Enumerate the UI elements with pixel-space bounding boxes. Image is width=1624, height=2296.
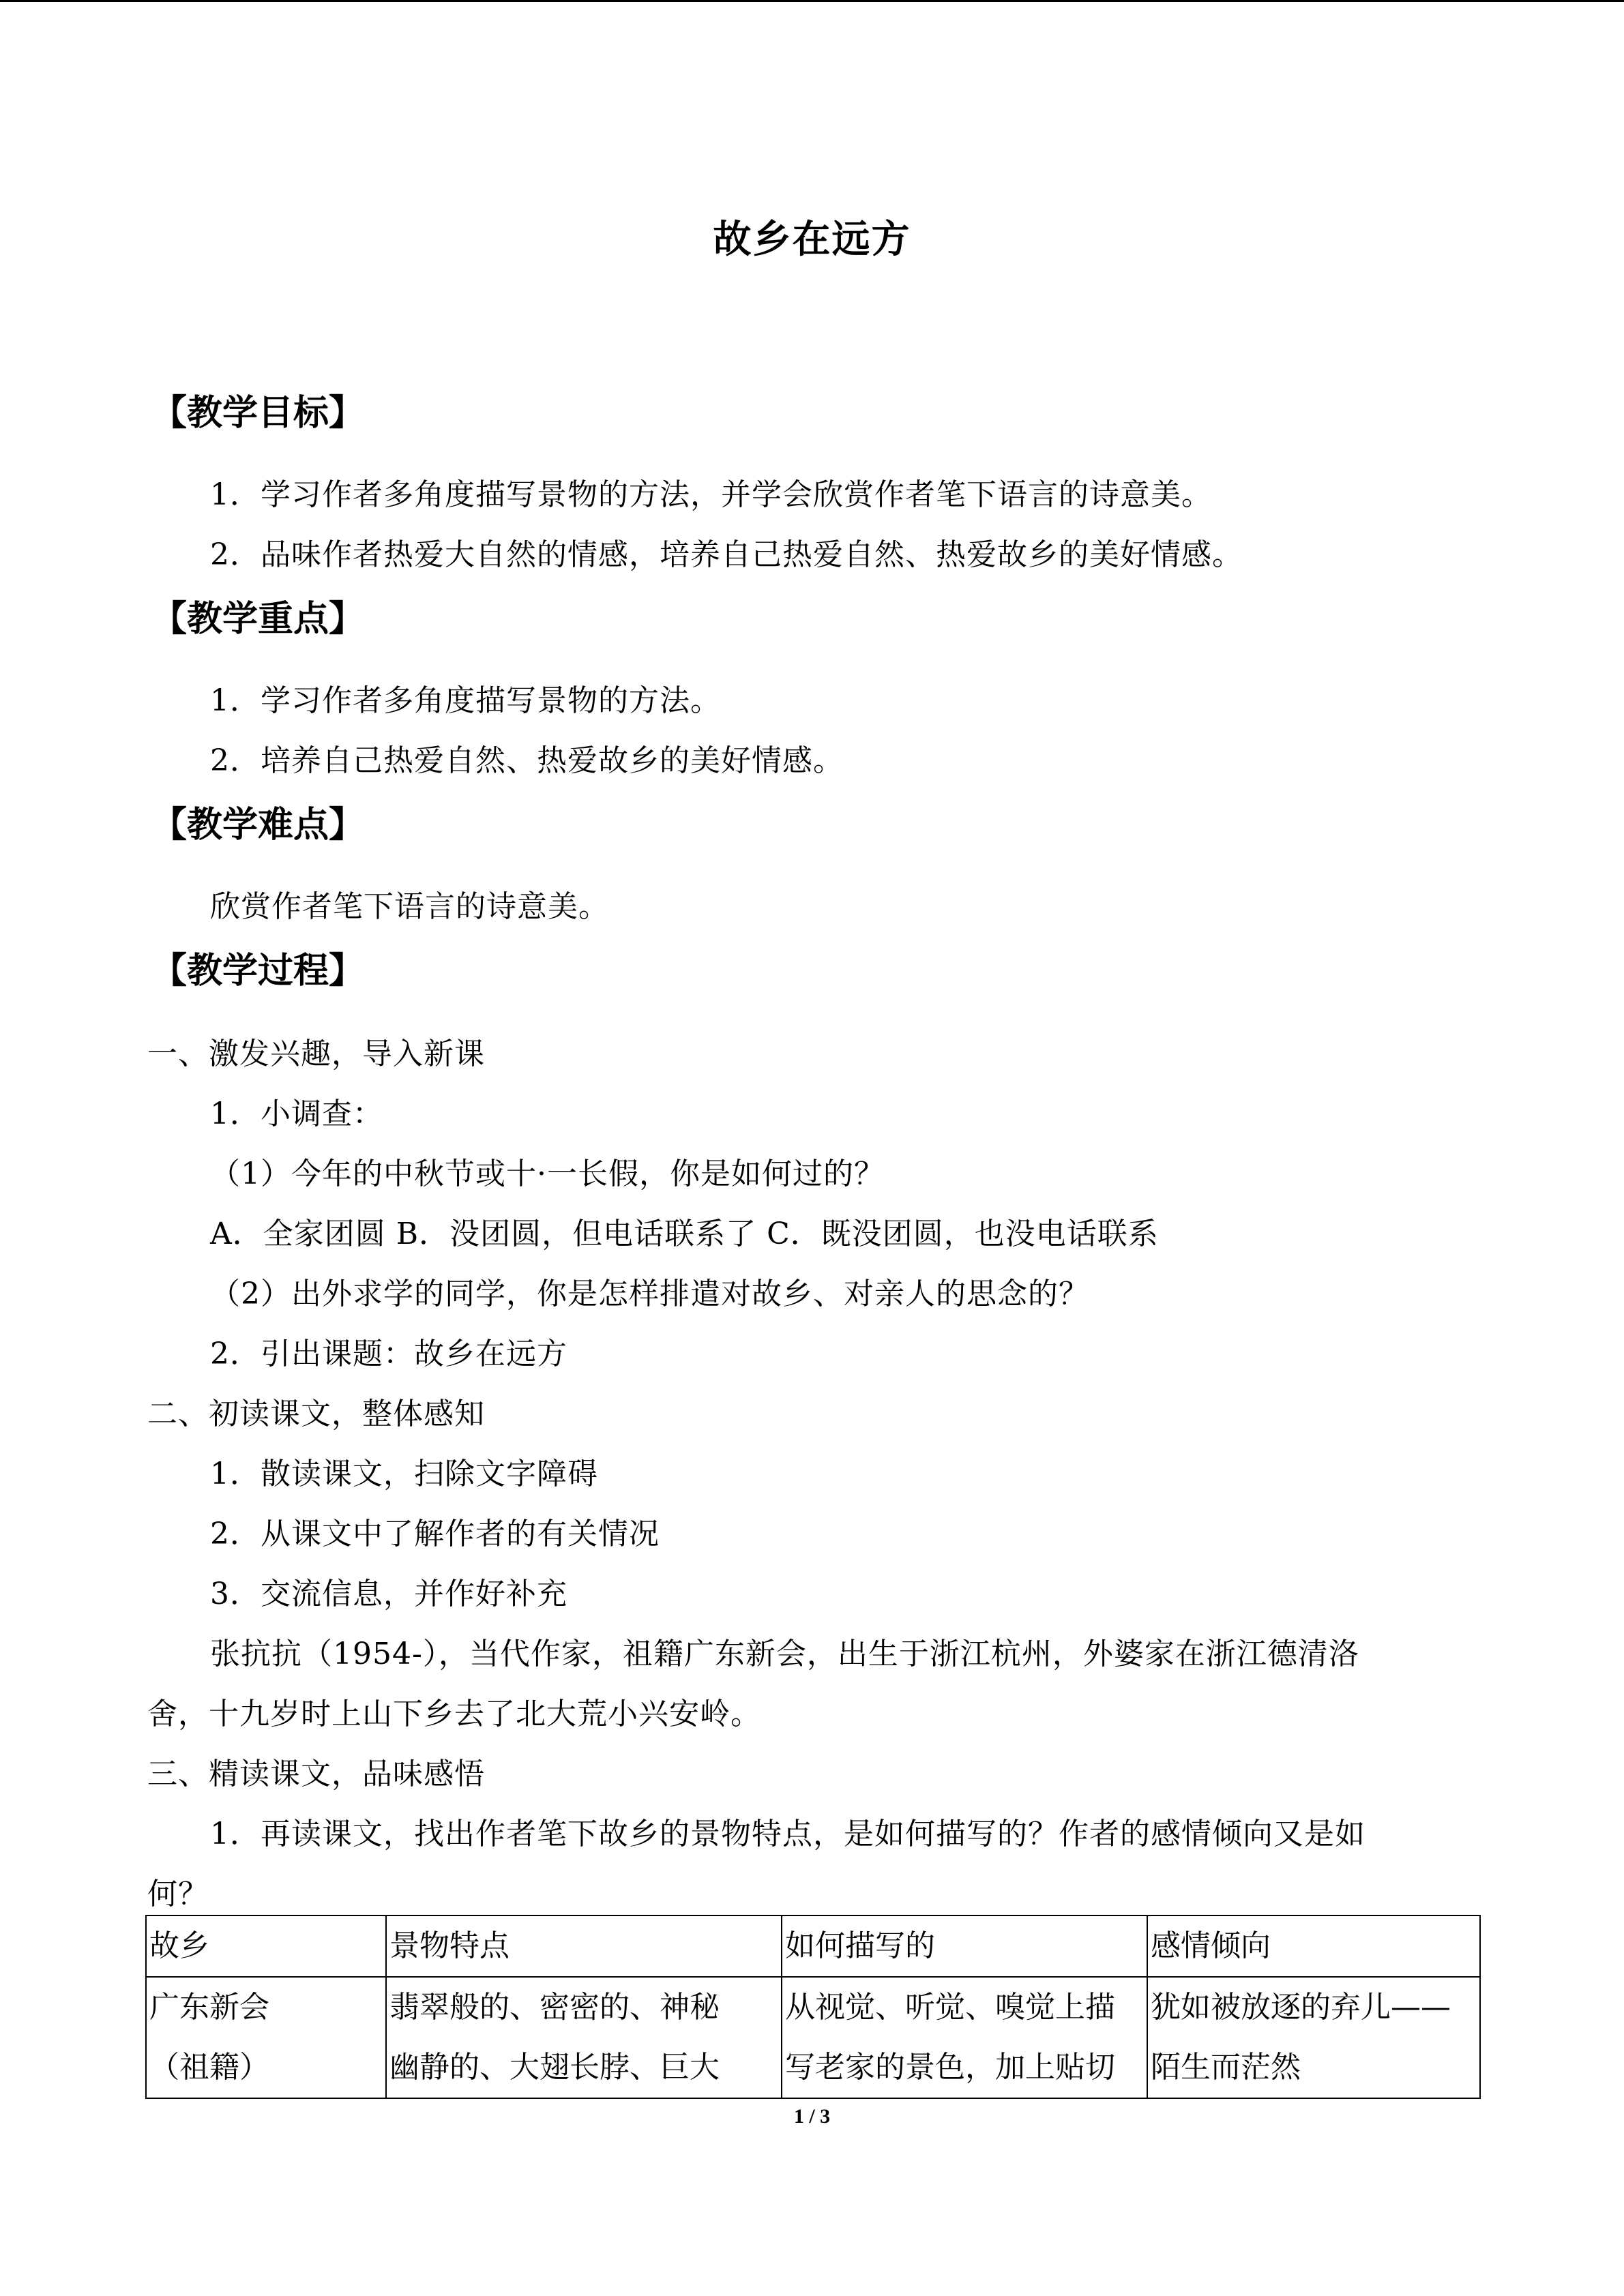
- table-cell-emotion: [1147, 1977, 1480, 2098]
- author-bio-line-2: 舍，十九岁时上山下乡去了北大荒小兴安岭。: [147, 1697, 761, 1731]
- part2-step-1: 1．散读课文，扫除文字障碍: [210, 1457, 598, 1491]
- cell-line: 写老家的景色，加上贴切: [785, 2050, 1115, 2085]
- table-header-features: 景物特点: [386, 1915, 782, 1977]
- page-number: 1 / 3: [793, 2105, 831, 2128]
- table-cell-description: [782, 1977, 1147, 2098]
- part1-question-2: （2）出外求学的同学，你是怎样排遣对故乡、对亲人的思念的？: [210, 1277, 1089, 1311]
- hometown-analysis-table: [145, 1915, 1481, 2099]
- part2-title: 二、初读课文，整体感知: [147, 1397, 485, 1431]
- key-point-item-1: 1．学习作者多角度描写景物的方法。: [210, 683, 721, 718]
- difficulty-item-1: 欣赏作者笔下语言的诗意美。: [210, 889, 609, 924]
- table-header-hometown: 故乡: [146, 1915, 386, 1977]
- cell-line: 从视觉、听觉、嗅觉上描: [785, 1990, 1115, 2025]
- table-cell-hometown: [146, 1977, 386, 2098]
- table-row: [146, 1977, 1480, 2098]
- cell-line: （祖籍）: [149, 2050, 269, 2085]
- part1-question-1: （1）今年的中秋节或十·一长假，你是如何过的？: [210, 1157, 885, 1191]
- part1-topic: 2．引出课题：故乡在远方: [210, 1337, 567, 1371]
- cell-line: 幽静的、大翅长脖、巨大: [389, 2050, 720, 2085]
- document-title: 故乡在远方: [713, 218, 911, 262]
- part3-task-line-1: 1．再读课文，找出作者笔下故乡的景物特点，是如何描写的？作者的感情倾向又是如: [210, 1817, 1365, 1851]
- part3-title: 三、精读课文，品味感悟: [147, 1757, 485, 1791]
- author-bio-line-1: 张抗抗（1954-），当代作家，祖籍广东新会，出生于浙江杭州，外婆家在浙江德清洛: [210, 1637, 1359, 1671]
- objective-item-2: 2．品味作者热爱大自然的情感，培养自己热爱自然、热爱故乡的美好情感。: [210, 537, 1243, 572]
- heading-key-points: 【教学重点】: [151, 599, 365, 640]
- heading-difficulties: 【教学难点】: [151, 805, 365, 846]
- objective-item-1: 1．学习作者多角度描写景物的方法，并学会欣赏作者笔下语言的诗意美。: [210, 477, 1212, 512]
- heading-process: 【教学过程】: [151, 951, 365, 992]
- cell-line: 翡翠般的、密密的、神秘: [389, 1990, 720, 2025]
- heading-objectives: 【教学目标】: [151, 393, 365, 434]
- cell-line: 广东新会: [149, 1990, 269, 2025]
- part1-survey: 1．小调查：: [210, 1097, 383, 1131]
- part2-step-2: 2．从课文中了解作者的有关情况: [210, 1517, 660, 1551]
- table-header-emotion: 感情倾向: [1147, 1915, 1480, 1977]
- table-header-row: [146, 1915, 1480, 1977]
- page-top-border: [0, 0, 1624, 2]
- part2-step-3: 3．交流信息，并作好补充: [210, 1577, 567, 1611]
- table-header-description: 如何描写的: [782, 1915, 1147, 1977]
- cell-line: 犹如被放逐的弃儿——: [1151, 1990, 1451, 2025]
- key-point-item-2: 2．培养自己热爱自然、热爱故乡的美好情感。: [210, 743, 844, 778]
- cell-line: 陌生而茫然: [1151, 2050, 1301, 2085]
- part1-title: 一、激发兴趣，导入新课: [147, 1037, 485, 1071]
- part3-task-line-2: 何？: [147, 1877, 209, 1911]
- table-cell-features: [386, 1977, 782, 2098]
- part1-options: A．全家团圆 B．没团圆，但电话联系了 C．既没团圆，也没电话联系: [210, 1217, 1159, 1251]
